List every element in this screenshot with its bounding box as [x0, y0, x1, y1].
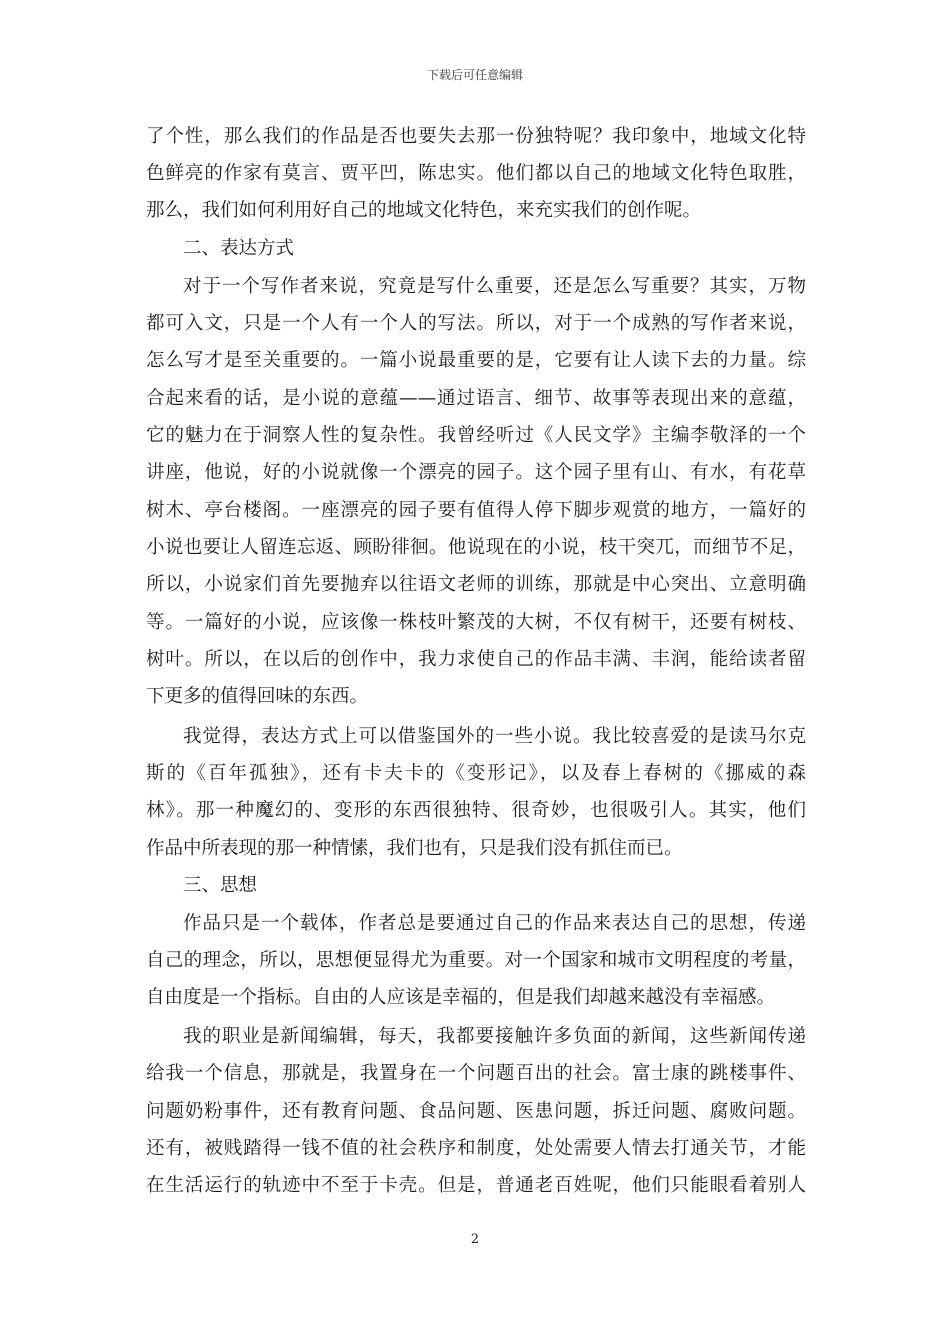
text-line: 那么，我们如何利用好自己的地域文化特色，来充实我们的创作呢。 [146, 200, 702, 221]
text-line: 对于一个写作者来说，究竟是写什么重要，还是怎么写重要？其实，万物 [183, 276, 806, 297]
text-line: 我的职业是新闻编辑，每天，我都要接触许多负面的新闻，这些新闻传递 [183, 1026, 806, 1047]
text-line: 林》。那一种魔幻的、变形的东西很独特、很奇妙，也很吸引人。其实，他们 [146, 800, 806, 821]
text-line: 给我一个信息，那就是，我置身在一个问题百出的社会。富士康的跳楼事件、 [146, 1063, 806, 1084]
text-line: 自由度是一个指标。自由的人应该是幸福的，但是我们却越来越没有幸福感。 [146, 987, 776, 1008]
page-header: 下载后可任意编辑 [426, 68, 523, 82]
text-line: 它的魅力在于洞察人性的复杂性。我曾经听过《人民文学》主编李敬泽的一个 [146, 425, 806, 446]
text-line: 所以，小说家们首先要抛弃以往语文老师的训练，那就是中心突出、立意明确 [146, 574, 806, 595]
text-line: 下更多的值得回味的东西。 [146, 686, 369, 707]
text-line: 我觉得，表达方式上可以借鉴国外的一些小说。我比较喜爱的是读马尔克 [183, 726, 806, 747]
section-heading: 三、思想 [183, 875, 258, 896]
text-line: 树木、亭台楼阁。一座漂亮的园子要有值得人停下脚步观赏的地方，一篇好的 [146, 500, 806, 521]
text-line: 作品只是一个载体，作者总是要通过自己的作品来表达自己的思想，传递 [183, 913, 806, 934]
text-line: 都可入文，只是一个人有一个人的写法。所以，对于一个成熟的写作者来说， [146, 313, 806, 334]
text-line: 还有，被贱踏得一钱不值的社会秩序和制度，处处需要人情去打通关节，才能 [146, 1138, 806, 1159]
text-line: 问题奶粉事件，还有教育问题、食品问题、医患问题，拆迁问题、腐败问题。 [146, 1101, 806, 1122]
text-line: 在生活运行的轨迹中不至于卡壳。但是，普通老百姓呢，他们只能眼看着别人 [146, 1175, 806, 1196]
text-line: 等。一篇好的小说，应该像一株枝叶繁茂的大树，不仅有树干，还要有树枝、 [146, 612, 806, 633]
text-line: 了个性，那么我们的作品是否也要失去那一份独特呢？我印象中，地域文化特 [146, 126, 806, 147]
text-line: 讲座，他说，好的小说就像一个漂亮的园子。这个园子里有山、有水，有花草 [146, 462, 806, 483]
text-line: 合起来看的话，是小说的意蕴——通过语言、细节、故事等表现出来的意蕴， [146, 388, 806, 409]
text-line: 斯的《百年孤独》，还有卡夫卡的《变形记》，以及春上春树的《挪威的森 [146, 763, 806, 784]
text-line: 小说也要让人留连忘返、顾盼徘徊。他说现在的小说，枝干突兀，而细节不足， [146, 537, 806, 558]
text-line: 树叶。所以，在以后的创作中，我力求使自己的作品丰满、丰润，能给读者留 [146, 649, 806, 670]
text-line: 怎么写才是至关重要的。一篇小说最重要的是，它要有让人读下去的力量。综 [146, 350, 806, 371]
section-heading: 二、表达方式 [183, 238, 295, 259]
text-line: 色鲜亮的作家有莫言、贾平凹，陈忠实。他们都以自己的地域文化特色取胜， [146, 163, 806, 184]
page-number: 2 [470, 1232, 480, 1247]
text-line: 自己的理念，所以，思想便显得尤为重要。对一个国家和城市文明程度的考量， [146, 950, 806, 971]
text-line: 作品中所表现的那一种情愫，我们也有，只是我们没有抓住而已。 [146, 838, 683, 859]
